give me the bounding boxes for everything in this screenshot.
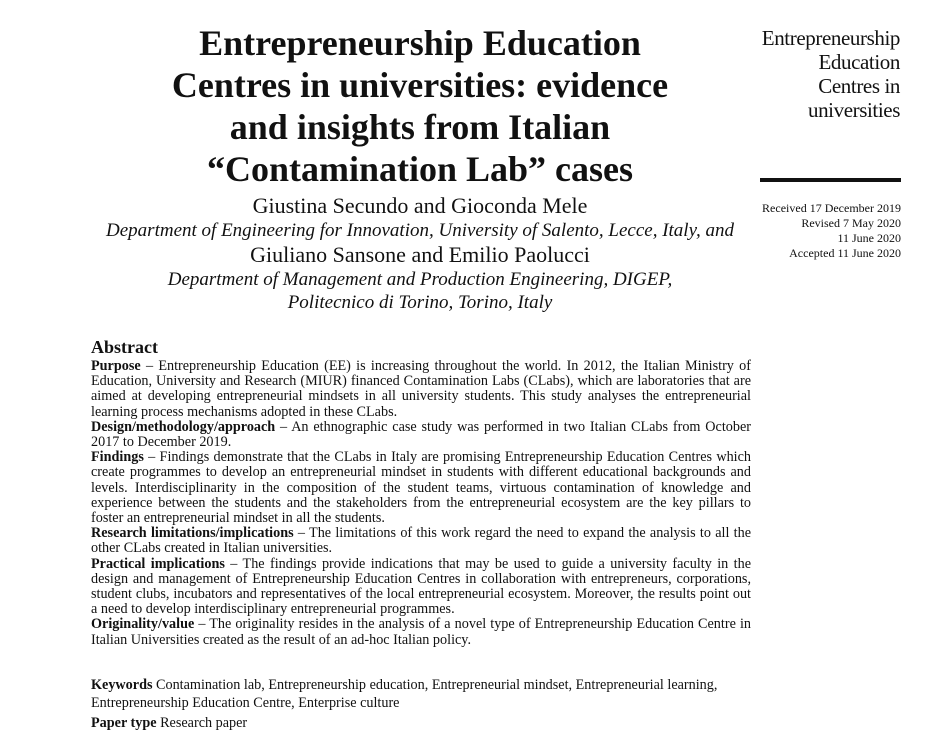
- section-text: – The limitations of this work regard the need to expand the analysis to all the other CLabs created in Italian universities.: [91, 525, 752, 557]
- authors-group-1: Giustina Secundo and Gioconda Mele: [252, 193, 588, 218]
- section-label: Findings: [91, 449, 144, 466]
- title-line: Entrepreneurship Education: [199, 23, 641, 63]
- section-text: – Findings demonstrate that the CLabs in Italy are promising Entrepreneurship Education Centres which create programmes to develop an entrepreneurial mindset in students with different educational backgrounds and levels. Interdisciplinarity in the composition of the student teams, virtuous contamination of knowledge and experience between the students and the stakeholders from the entrepreneurial ecosystem are the key pillars to foster an entrepreneurial mindset in all the students.: [91, 449, 751, 527]
- running-head-line: Entrepreneurship: [761, 26, 900, 50]
- running-head: [740, 26, 900, 122]
- title-line: Centres in universities: evidence: [171, 65, 669, 105]
- authors-group-2: Giuliano Sansone and Emilio Paolucci: [250, 242, 590, 267]
- section-text: – An ethnographic case study was performed in two Italian CLabs from October 2017 to December 2019.: [91, 418, 751, 451]
- section-text: – The originality resides in the analysis of a novel type of Entrepreneurship Education Centre in Italian Universities created as the result of an ad-hoc Italian policy.: [91, 616, 751, 648]
- paper-type-label: Paper type: [91, 715, 157, 731]
- abstract-heading: Abstract: [91, 337, 158, 357]
- abstract-limitations: [91, 526, 751, 556]
- running-head-rule: [760, 178, 901, 182]
- affiliation-2-line: Department of Management and Production Engineering, DIGEP,: [167, 269, 673, 290]
- abstract-practical: [91, 557, 751, 618]
- affiliation-1: Department of Engineering for Innovation, University of Salento, Lecce, Italy, and: [106, 220, 734, 241]
- paper-type-text: Research paper: [156, 715, 248, 731]
- revised-date: Revised 7 May 2020: [801, 216, 901, 230]
- paper-type: [91, 715, 751, 733]
- running-head-line: universities: [807, 98, 900, 122]
- revised-date-2: 11 June 2020: [837, 231, 901, 245]
- received-date: Received 17 December 2019: [762, 201, 901, 215]
- abstract-design: [91, 420, 751, 450]
- keywords-text: Contamination lab, Entrepreneurship education, Entrepreneurial mindset, Entrepreneurial learning, Entrepreneurship Education Centre, Enterprise culture: [91, 677, 718, 711]
- accepted-date: Accepted 11 June 2020: [789, 246, 901, 260]
- section-label: Practical implications: [91, 555, 225, 572]
- section-text: – The findings provide indications that may be used to guide a university faculty in the design and management of Entrepreneurship Education Centres in collaboration with entrepreneurs, corporations, student clubs, incubators and representatives of the local entrepreneurial ecosystem. Moreover, the results point out a need to develop interdisciplinary entrepreneurial programmes.: [91, 555, 751, 618]
- title-line: “Contamination Lab” cases: [206, 149, 634, 189]
- section-text: – Entrepreneurship Education (EE) is increasing throughout the world. In 2012, the Italian Ministry of Education, University and Research (MIUR) financed Contamination Labs (CLabs), which are laboratories that are aimed at developing entrepreneurial mindsets in all university students. This study analyses the entrepreneurial learning process mechanisms adopted in these CLabs.: [91, 358, 751, 420]
- running-head-line: Education: [818, 50, 900, 74]
- affiliation-2: [60, 268, 780, 314]
- abstract-purpose: [91, 359, 751, 420]
- running-head-line: Centres in: [818, 74, 900, 98]
- title-line: and insights from Italian: [229, 107, 611, 147]
- keywords: [91, 677, 751, 712]
- section-label: Originality/value: [91, 616, 195, 633]
- abstract-originality: [91, 617, 751, 647]
- keywords-label: Keywords: [91, 677, 153, 693]
- abstract-body: [91, 359, 751, 648]
- section-label: Design/methodology/approach: [91, 418, 276, 435]
- affiliation-2-line: Politecnico di Torino, Torino, Italy: [287, 292, 553, 313]
- section-label: Research limitations/implications: [91, 525, 294, 542]
- abstract-findings: [91, 450, 751, 526]
- paper-title: [60, 22, 780, 190]
- section-label: Purpose: [91, 358, 141, 374]
